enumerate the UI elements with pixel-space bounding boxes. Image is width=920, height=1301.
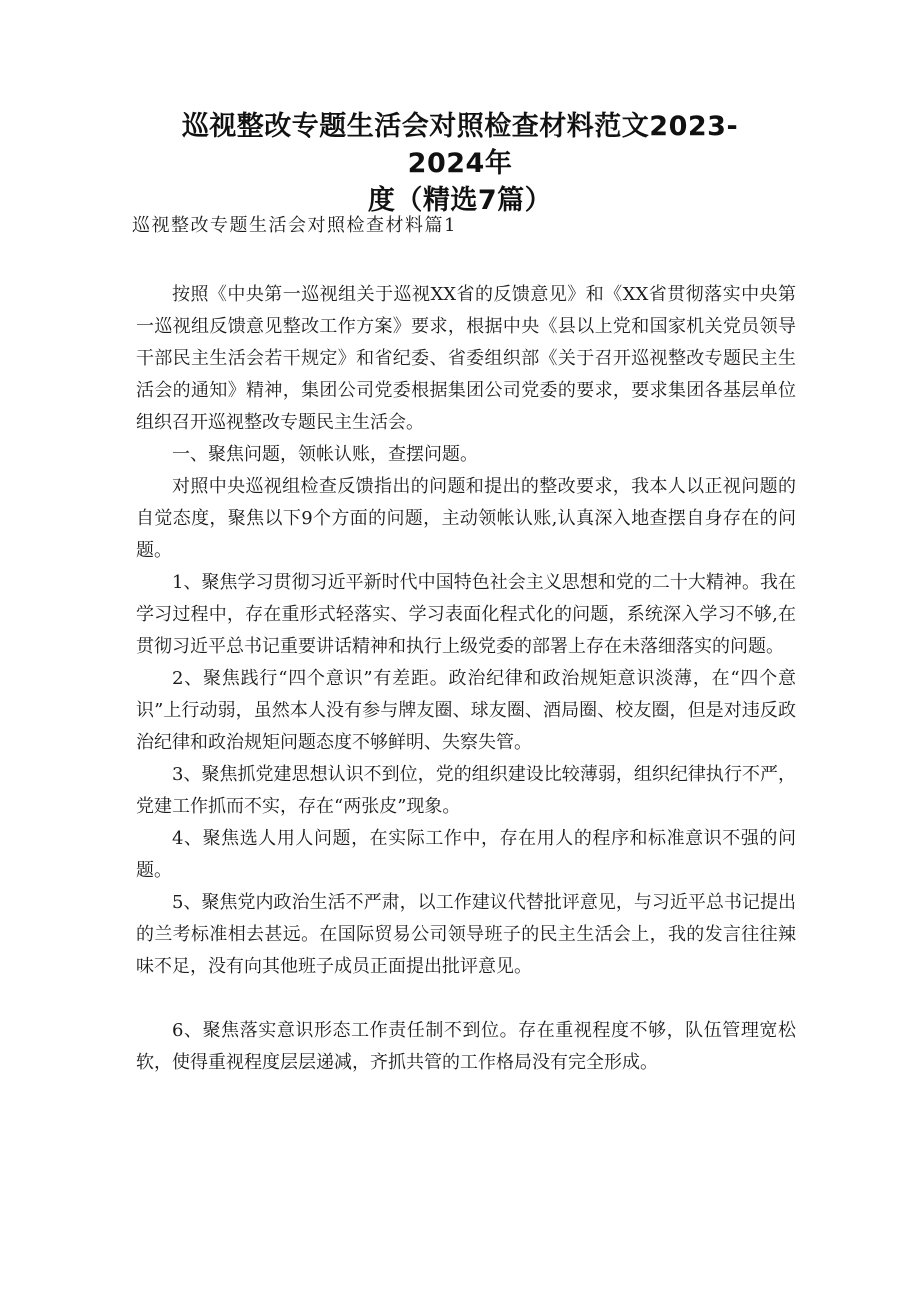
paragraph-item-3: 3、聚焦抓党建思想认识不到位，党的组织建设比较薄弱，组织纪律执行不严，党建工作抓而不实，存在“两张皮”现象。	[136, 764, 796, 817]
paragraph-heading-1: 一、聚焦问题，领帐认账，查摆问题。	[172, 444, 478, 465]
paragraph-item-2: 2、聚焦践行“四个意识”有差距。政治纪律和政治规矩意识淡薄，在“四个意识”上行动弱，虽然本人没有参与牌友圈、球友圈、酒局圈、校友圈，但是对违反政治纪律和政治规矩问题态度不够鲜明、失察失管。	[136, 668, 796, 753]
paragraph-item-5: 5、聚焦党内政治生活不严肃，以工作建议代替批评意见，与习近平总书记提出的兰考标准相去甚远。在国际贸易公司领导班子的民主生活会上，我的发言往往辣味不足，没有向其他班子成员正面提出批评意见。	[136, 892, 796, 977]
document-body	[136, 279, 796, 1079]
section-subtitle: 巡视整改专题生活会对照检查材料篇1	[132, 215, 457, 236]
paragraph-item-6: 6、聚焦落实意识形态工作责任制不到位。存在重视程度不够，队伍管理宽松软，使得重视程度层层递减，齐抓共管的工作格局没有完全形成。	[136, 1020, 796, 1073]
paragraph-overview: 对照中央巡视组检查反馈指出的问题和提出的整改要求，我本人以正视问题的自觉态度，聚焦以下9个方面的问题，主动领帐认账,认真深入地查摆自身存在的问题。	[136, 476, 796, 561]
document-title	[150, 108, 770, 219]
document-title-line-2: 度（精选7篇）	[367, 185, 553, 216]
paragraph-intro: 按照《中央第一巡视组关于巡视XX省的反馈意见》和《XX省贯彻落实中央第一巡视组反馈意见整改工作方案》要求，根据中央《县以上党和国家机关党员领导干部民主生活会若干规定》和省纪委、省委组织部《关于召开巡视整改专题民主生活会的通知》精神，集团公司党委根据集团公司党委的要求，要求集团各基层单位组织召开巡视整改专题民主生活会。	[136, 284, 796, 433]
paragraph-item-1: 1、聚焦学习贯彻习近平新时代中国特色社会主义思想和党的二十大精神。我在学习过程中，存在重形式轻落实、学习表面化程式化的问题，系统深入学习不够,在贯彻习近平总书记重要讲话精神和执行上级党委的部署上存在未落细落实的问题。	[136, 572, 796, 657]
document-title-line-1: 巡视整改专题生活会对照检查材料范文2023-2024年	[181, 111, 739, 179]
paragraph-item-4: 4、聚焦选人用人问题，在实际工作中，存在用人的程序和标准意识不强的问题。	[136, 828, 796, 881]
